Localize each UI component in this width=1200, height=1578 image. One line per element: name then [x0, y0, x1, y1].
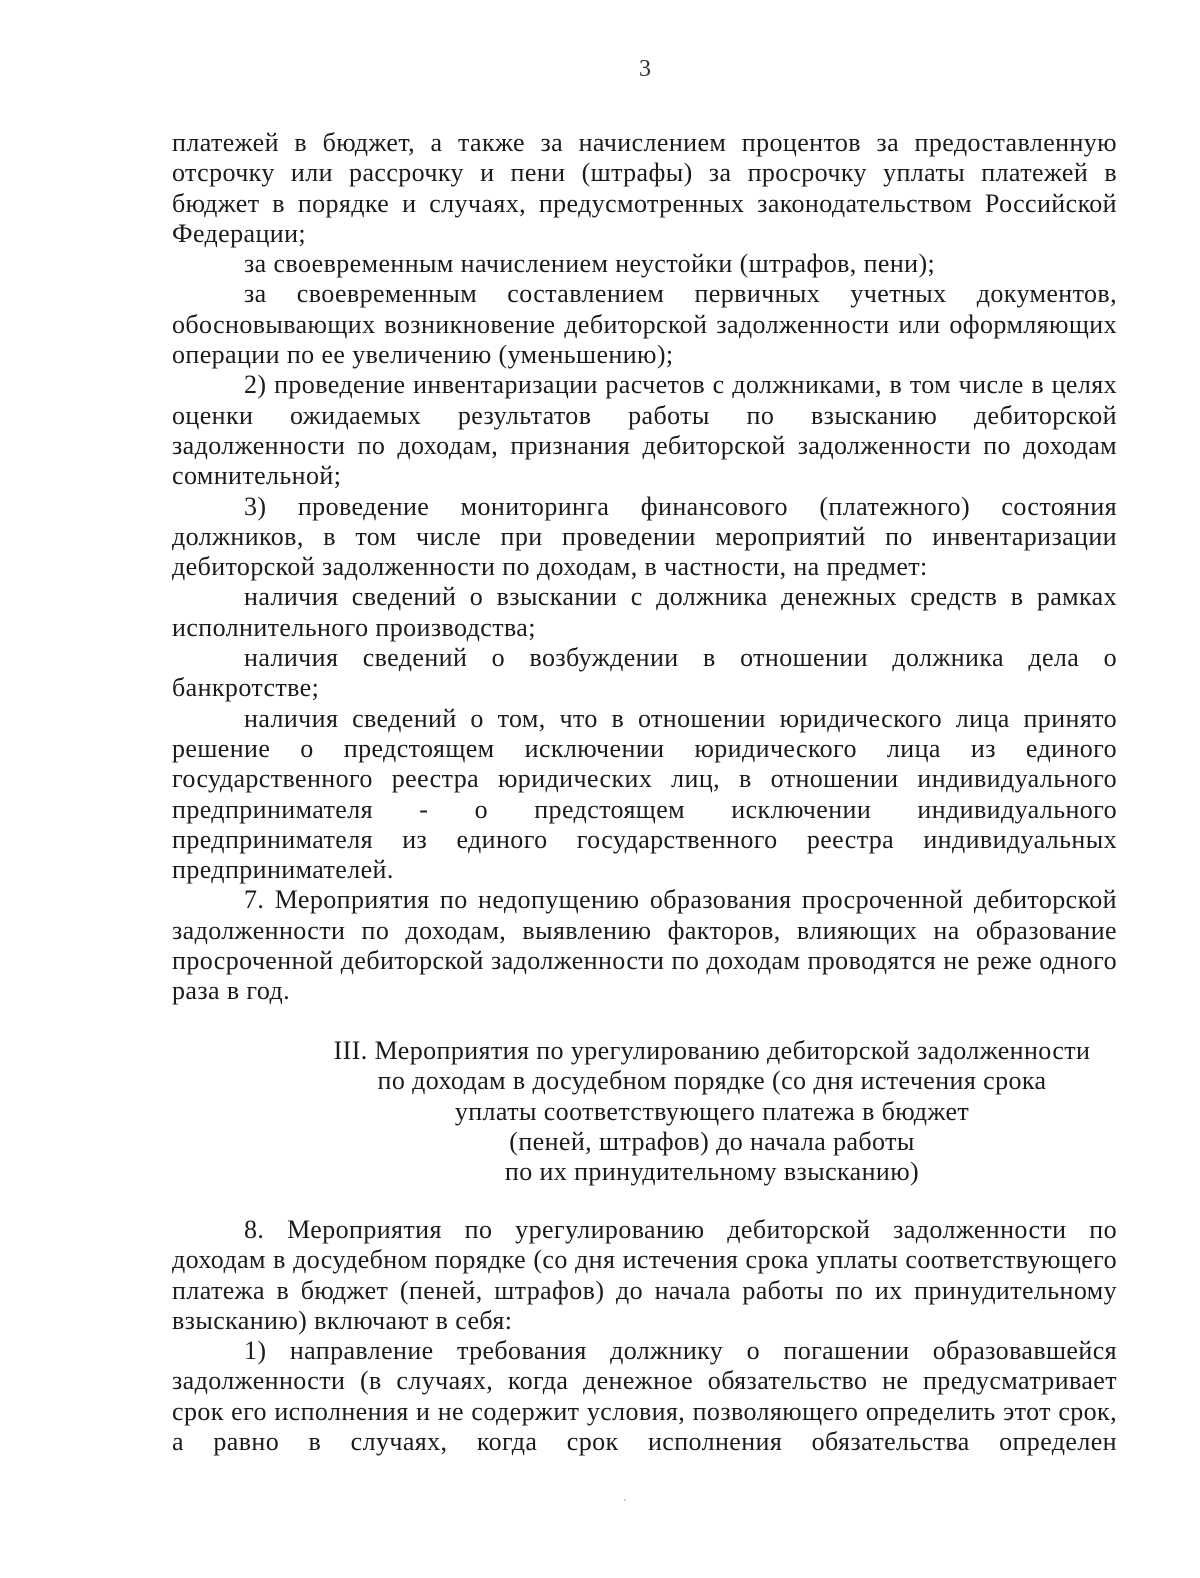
heading-line: III. Мероприятия по урегулированию дебиторской задолженности — [333, 1036, 1091, 1065]
paragraph-item-7: 7. Мероприятия по недопущению образования просроченной дебиторской задолженности по доходам, выявлению факторов, влияющих на образование просроченной дебиторской задолженности по доходам проводятся не реже одного раза в год. — [172, 885, 1117, 1006]
heading-line: (пеней, штрафов) до начала работы — [509, 1126, 915, 1156]
paragraph-enforcement-info: наличия сведений о взыскании с должника денежных средств в рамках исполнительного производства; — [172, 582, 1117, 642]
paragraph-demand-notice: 1) направление требования должнику о погашении образовавшейся задолженности (в случаях, когда денежное обязательство не предусматривает срок его исполнения и не содержит условия, позволяющего определить этот срок, а равно в случаях, когда срок исполнения обязательства определен — [172, 1336, 1117, 1457]
document-body-top — [172, 128, 1117, 1007]
heading-line: по их принудительному взысканию) — [504, 1157, 920, 1187]
section-heading-iii — [172, 1036, 1200, 1187]
document-body-bottom — [172, 1215, 1117, 1457]
heading-line: уплаты соответствующего платежа в бюджет — [454, 1096, 970, 1126]
paragraph-inventory-item-2: 2) проведение инвентаризации расчетов с должниками, в том числе в целях оценки ожидаемых результатов работы по взысканию дебиторской задолженности по доходам, признания дебиторской задолженности по доходам сомнительной; — [172, 370, 1117, 491]
paragraph-budget-payments: платежей в бюджет, а также за начислением процентов за предоставленную отсрочку или рассрочку и пени (штрафы) за просрочку уплаты платежей в бюджет в порядке и случаях, предусмотренных законодательством Российской Федерации; — [172, 128, 1117, 248]
paragraph-item-8: 8. Мероприятия по урегулированию дебиторской задолженности по доходам в досудебном порядке (со дня истечения срока уплаты соответствующего платежа в бюджет (пеней, штрафов) до начала работы по их принудительному взысканию) включают в себя: — [172, 1215, 1117, 1335]
scan-artifact — [624, 1499, 626, 1501]
paragraph-monitoring-item-3: 3) проведение мониторинга финансового (платежного) состояния должников, в том числе при проведении мероприятий по инвентаризации дебиторской задолженности по доходам, в частности, на предмет: — [172, 491, 1117, 582]
heading-line: по доходам в досудебном порядке (со дня истечения срока — [377, 1066, 1047, 1096]
page-number: 3 — [639, 56, 651, 82]
paragraph-registry-exclusion: наличия сведений о том, что в отношении юридического лица принято решение о предстоящем исключении юридического лица из единого государственного реестра юридических лиц, в отношении индивидуального предпринимателя - о предстоящем исключении индивидуального предпринимателя из единого государственного реестра индивидуальных предпринимателей. — [172, 703, 1117, 885]
paragraph-primary-documents: за своевременным составлением первичных учетных документов, обосновывающих возникновение дебиторской задолженности или оформляющих операции по ее увеличению (уменьшению); — [172, 279, 1117, 370]
paragraph-bankruptcy-info: наличия сведений о возбуждении в отношении должника дела о банкротстве; — [172, 643, 1117, 703]
paragraph-penalty-accrual: за своевременным начислением неустойки (штрафов, пени); — [244, 249, 936, 279]
